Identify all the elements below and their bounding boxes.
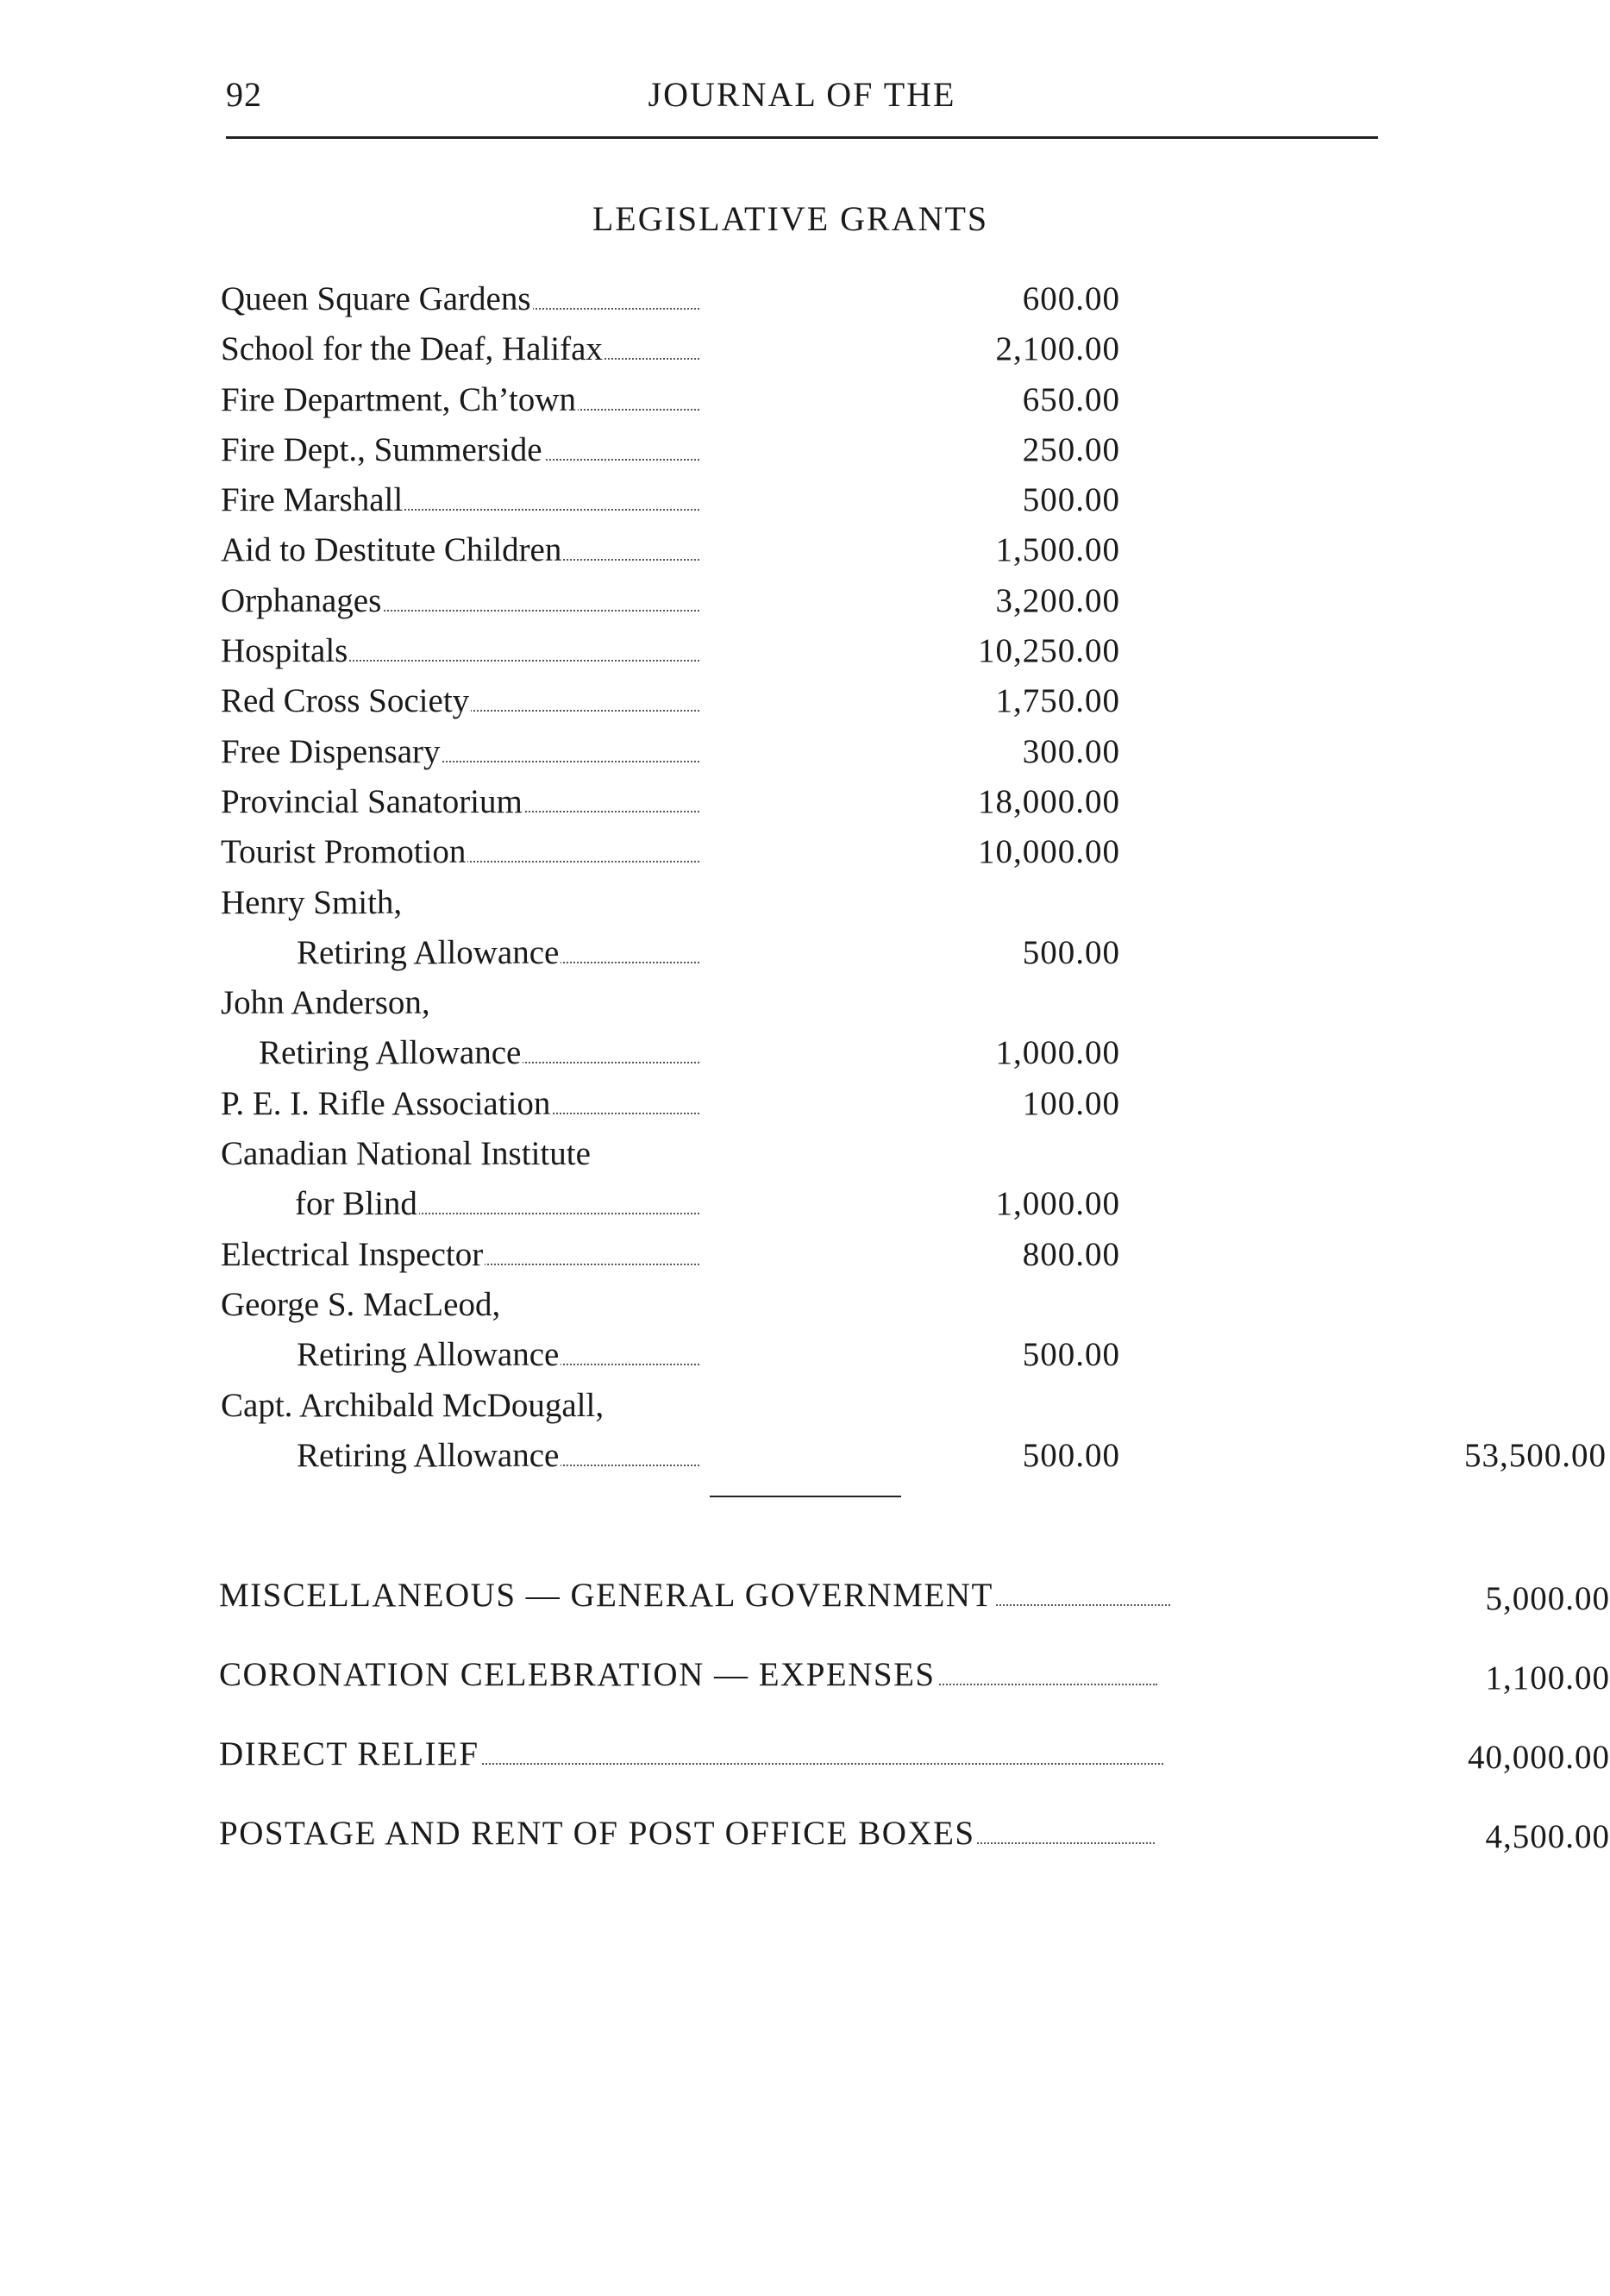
grants-list (221, 274, 1607, 1481)
other-item-row (219, 1571, 1610, 1651)
other-item-amount: 4,500.00 (1485, 1818, 1610, 1855)
grant-amount: 100.00 (1022, 1084, 1120, 1122)
grant-row (221, 375, 1394, 425)
grant-row (221, 1079, 1394, 1129)
grant-row (221, 626, 1394, 676)
sum-rule (710, 1496, 901, 1497)
grant-label: Free Dispensary (221, 727, 699, 777)
grant-label: Electrical Inspector (221, 1230, 699, 1280)
section-title: LEGISLATIVE GRANTS (592, 199, 989, 238)
grant-label: Retiring Allowance (297, 928, 699, 978)
grant-label: Aid to Destitute Children (221, 525, 699, 575)
grant-row (221, 978, 1394, 1028)
page-number: 92 (226, 75, 262, 114)
other-item-row (219, 1651, 1610, 1730)
grant-label: John Anderson, (221, 984, 430, 1022)
grant-label: Orphanages (221, 576, 699, 626)
other-items-list (219, 1571, 1610, 1889)
other-item-row (219, 1730, 1610, 1810)
other-item-label: DIRECT RELIEF (219, 1730, 1163, 1778)
grant-row (221, 324, 1394, 374)
other-item-row (219, 1810, 1610, 1889)
grant-amount: 1,000.00 (995, 1185, 1120, 1223)
grant-amount: 500.00 (1022, 1436, 1120, 1474)
grant-label: Fire Dept., Summerside (221, 425, 699, 475)
other-item-label: POSTAGE AND RENT OF POST OFFICE BOXES (219, 1810, 1155, 1858)
grant-amount: 500.00 (1022, 481, 1120, 519)
grant-row (221, 1431, 1607, 1481)
grant-row (221, 1330, 1394, 1380)
grant-amount: 500.00 (1022, 933, 1120, 971)
grant-amount: 500.00 (1022, 1336, 1120, 1374)
grant-label: Fire Marshall (221, 475, 699, 525)
grant-row (221, 425, 1394, 475)
grant-amount: 18,000.00 (978, 782, 1120, 820)
grant-row (221, 1280, 1394, 1330)
other-item-amount: 1,100.00 (1485, 1659, 1610, 1697)
grant-label: Tourist Promotion (221, 827, 699, 877)
grant-label: George S. MacLeod, (221, 1285, 501, 1323)
header-rule (226, 136, 1378, 139)
grant-label: School for the Deaf, Halifax (221, 324, 699, 374)
grant-row (221, 274, 1394, 324)
other-item-label: CORONATION CELEBRATION — EXPENSES (219, 1651, 1157, 1699)
grant-row (221, 1179, 1394, 1229)
grant-amount: 3,200.00 (995, 581, 1120, 619)
running-title: JOURNAL OF THE (648, 75, 956, 114)
grant-label: Retiring Allowance (297, 1330, 699, 1380)
grant-row (221, 475, 1394, 525)
grant-label: Provincial Sanatorium (221, 777, 699, 827)
other-item-amount: 5,000.00 (1485, 1580, 1610, 1617)
grant-row (221, 1230, 1394, 1280)
grant-amount: 10,250.00 (978, 632, 1120, 670)
grant-amount: 800.00 (1022, 1235, 1120, 1273)
grant-label: for Blind (295, 1179, 699, 1229)
grant-label: Queen Square Gardens (221, 274, 699, 324)
grant-amount: 2,100.00 (995, 330, 1120, 368)
grant-row (221, 1381, 1394, 1431)
grant-label: Retiring Allowance (297, 1431, 699, 1481)
grant-label: Canadian National Institute (221, 1135, 591, 1173)
grant-label: Retiring Allowance (259, 1028, 699, 1078)
grant-row (221, 827, 1394, 877)
grant-label: Henry Smith, (221, 883, 403, 921)
grant-amount: 1,750.00 (995, 682, 1120, 720)
page-header (226, 74, 1378, 126)
grant-amount: 1,000.00 (995, 1034, 1120, 1072)
grant-label: Hospitals (221, 626, 699, 676)
grant-row (221, 1028, 1394, 1078)
grant-row (221, 576, 1394, 626)
grants-total: 53,500.00 (1464, 1436, 1607, 1474)
grant-amount: 250.00 (1022, 430, 1120, 468)
grant-amount: 300.00 (1022, 732, 1120, 770)
grant-row (221, 525, 1394, 575)
grant-label: Capt. Archibald McDougall, (221, 1386, 605, 1424)
grant-row (221, 1129, 1394, 1179)
grant-label: Fire Department, Ch’town (221, 375, 699, 425)
grant-amount: 1,500.00 (995, 531, 1120, 569)
grant-row (221, 727, 1394, 777)
grant-label: P. E. I. Rifle Association (221, 1079, 699, 1129)
other-item-label: MISCELLANEOUS — GENERAL GOVERNMENT (219, 1571, 1170, 1620)
grant-amount: 600.00 (1022, 280, 1120, 317)
grant-amount: 650.00 (1022, 380, 1120, 418)
grant-label: Red Cross Society (221, 676, 699, 726)
other-item-amount: 40,000.00 (1468, 1739, 1610, 1776)
grant-row (221, 777, 1394, 827)
grant-row (221, 878, 1394, 928)
grant-row (221, 676, 1394, 726)
grant-amount: 10,000.00 (978, 833, 1120, 871)
grant-row (221, 928, 1394, 978)
